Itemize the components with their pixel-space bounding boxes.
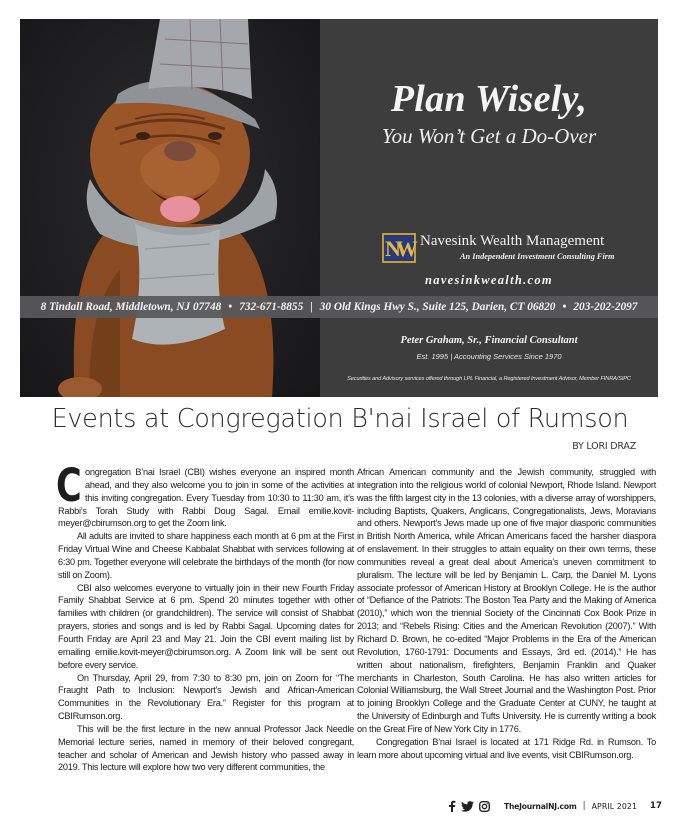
paragraph xyxy=(56,459,354,530)
page-number: 17 xyxy=(650,801,662,811)
paragraph: This will be the first lecture in the new annual Professor Jack Needle Memorial lecture series, named in memory of their beloved congregant, teacher and scholar of American and Jewish history who passed away in 2019. This lecture will explore how two very different communities, the xyxy=(58,723,354,773)
firm-tagline: An Independent Investment Consulting Firm xyxy=(460,252,615,261)
dog-eye xyxy=(136,132,150,140)
social-icons xyxy=(448,800,490,812)
footer-issue-date: APRIL 2021 xyxy=(591,801,638,811)
drop-cap: C xyxy=(56,459,82,512)
bullet: • xyxy=(228,301,233,313)
dog-tongue xyxy=(160,196,200,222)
article-column-left xyxy=(56,459,354,774)
article-column-right xyxy=(357,466,656,761)
divider: | xyxy=(310,301,313,313)
ad-photo-dog xyxy=(20,19,320,397)
address-nj: 8 Tindall Road, Middletown, NJ 07748 xyxy=(40,301,222,313)
paragraph: CBI also welcomes everyone to virtually join in their new Fourth Friday Family Shabbat Service at 6 pm. Spend 20 minutes together with other families with children (or grandchildren). The service will consist of Shabbat prayers, stories and songs and is led by Rabbi Sagal. Upcoming dates for Fourth Friday are April 23 and May 21. Join the CBI event mailing list by emailing emilie.kovit-meyer@cbirumson.org. A Zoom link will be sent out before every service. xyxy=(58,582,354,670)
bullet: • xyxy=(562,301,567,313)
dog-illustration xyxy=(20,19,320,397)
article-title: Events at Congregation B'nai Israel of Rumson xyxy=(51,404,629,434)
footer-separator: | xyxy=(582,801,586,811)
hat-crown xyxy=(148,19,252,99)
dog-eye xyxy=(208,132,222,140)
firm-logo xyxy=(382,233,416,263)
paragraph: Congregation B’nai Israel is located at 171 Ridge Rd. in Rumson. To learn more about upcoming virtual and live events, visit CBIRumson.org. xyxy=(357,736,656,760)
article-byline: BY LORI DRAZ xyxy=(572,441,636,452)
consultant-name: Peter Graham, Sr., Financial Consultant xyxy=(400,335,578,346)
firm-website[interactable]: navesinkwealth.com xyxy=(425,273,553,287)
page-footer xyxy=(448,800,662,812)
scarf-tail xyxy=(132,224,225,345)
address-band xyxy=(20,296,658,318)
firm-name: Navesink Wealth Management xyxy=(420,233,605,249)
established-line: Est. 1995 | Accounting Services Since 1970 xyxy=(416,352,562,361)
ad-headline: Plan Wisely, xyxy=(390,78,588,120)
twitter-icon[interactable] xyxy=(461,801,474,812)
paragraph: All adults are invited to share happiness each month at 6 pm at the First Friday Virtual Wine and Cheese Kabbalat Shabbat with services following at 6:30 pm. Together everyone will celebrate the birthdays of the month (for now still on Zoom). xyxy=(58,531,354,580)
paragraph-text: ongregation B’nai Israel (CBI) wishes everyone an inspired month ahead, and they also welcome you to join in some of the activities at this inviting congregation. Every Tuesday from 10:30 to 11:30 am, it’s Rabbi’s Torah Study with Rabbi Doug Sagal. Email emilie.kovit-meyer@cbirumson.org to get the Zoom link. xyxy=(58,467,354,529)
firm-logo-monogram: NW xyxy=(385,236,413,261)
phone-ct: 203-202-2097 xyxy=(573,301,638,313)
address-ct: 30 Old Kings Hwy S., Suite 125, Darien, CT 06820 xyxy=(319,301,556,313)
facebook-icon[interactable] xyxy=(448,800,456,812)
paragraph: African American community and the Jewish community, struggled with integration into the religious world of colonial Newport, Rhode Island. Newport was the fifth largest city in the 13 colonies, with a diverse array of worshippers, including Baptists, Quakers, Anglicans, Congregationalists, Jews, Moravians and others. Newport’s Jews made up one of five major diasporic communities in British North America, while African Americans faced the harsher diaspora of enslavement. In their struggles to attain equality on their own terms, these communities reveal a great deal about America’s uneven commitment to pluralism. The lecture will be led by Benjamin L. Carp, the Daniel M. Lyons associate professor of American History at Brooklyn College. He is the author of “Defiance of the Patriots: The Boston Tea Party and the Making of America (2010),” which won the triennial Society of the Cincinnati Cox Book Prize in 2013; and “Rebels Rising: Cities and the American Revolution (2007).” With Richard D. Brown, he co-edited “Major Problems in the Era of the American Revolution, 1760-1791: Documents and Essays, 3rd ed. (2014).” He has written about nationalism, firefighters, Benjamin Franklin and Quaker merchants in Charleston, South Carolina. He has also written articles for Colonial Williamsburg, the Wall Street Journal and the Washington Post. Prior to joining Brooklyn College and the Graduate Center at CUNY, he taught at the University of Edinburgh and Tufts University. He is currently writing a book on the Great Fire of New York City in 1776. xyxy=(357,467,656,734)
phone-nj: 732-671-8855 xyxy=(239,301,304,313)
dog-nose xyxy=(164,141,196,161)
ad-disclaimer: Securities and Advisory services offered through LPL Financial, a Registered Investment Advisor, Member FINRA/SIPC xyxy=(347,376,631,382)
advertisement xyxy=(20,19,658,397)
instagram-icon[interactable] xyxy=(479,801,490,812)
ad-subhead: You Won’t Get a Do-Over xyxy=(381,124,597,148)
footer-site[interactable]: TheJournalNJ.com xyxy=(504,801,577,811)
paragraph: On Thursday, April 29, from 7:30 to 8:30 pm, join on Zoom for “The Fraught Path to Inclusion: Newport’s Jewish and African-American Communities in the Revolutionary Era.” Register for this program at CBIRumson.org. xyxy=(58,672,354,722)
